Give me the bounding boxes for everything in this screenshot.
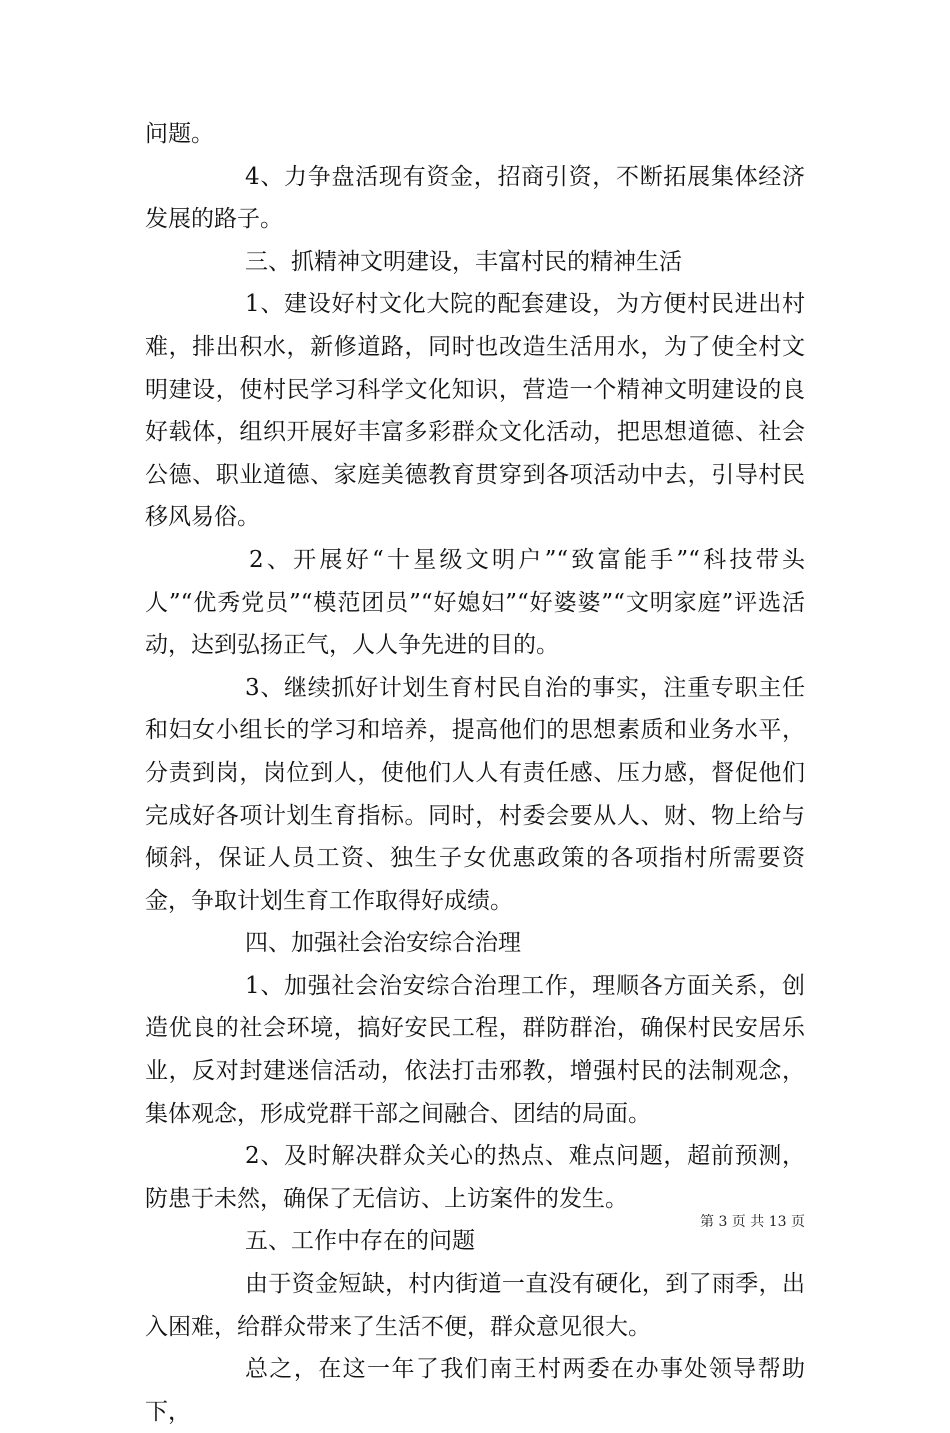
document-body (145, 113, 805, 1433)
paragraph: 1、建设好村文化大院的配套建设，为方便村民进出村难，排出积水，新修道路，同时也改造生活用水，为了使全村文明建设，使村民学习科学文化知识，营造一个精神文明建设的良好载体，组织开展好丰富多彩群众文化活动，把思想道德、社会公德、职业道德、家庭美德教育贯穿到各项活动中去，引导村民移风易俗。 (145, 291, 805, 531)
paragraph: 3、继续抓好计划生育村民自治的事实，注重专职主任和妇女小组长的学习和培养，提高他们的思想素质和业务水平，分责到岗，岗位到人，使他们人人有责任感、压力感，督促他们完成好各项计划生育指标。同时，村委会要从人、财、物上给与倾斜，保证人员工资、独生子女优惠政策的各项指村所需要资金，争取计划生育工作取得好成绩。 (145, 674, 805, 914)
paragraph: 1、加强社会治安综合治理工作，理顺各方面关系，创造优良的社会环境，搞好安民工程，群防群治，确保村民安居乐业，反对封建迷信活动，依法打击邪教，增强村民的法制观念，集体观念，形成党群干部之间融合、团结的局面。 (145, 972, 805, 1127)
section-heading: 四、加强社会治安综合治理 (245, 930, 521, 957)
paragraph: 2、及时解决群众关心的热点、难点问题，超前预测，防患于未然，确保了无信访、上访案件的发生。 (145, 1143, 805, 1212)
section-heading: 五、工作中存在的问题 (245, 1228, 475, 1255)
paragraph: 总之，在这一年了我们南王村两委在办事处领导帮助下， (145, 1356, 805, 1425)
paragraph: 由于资金短缺，村内街道一直没有硬化，到了雨季，出入困难，给群众带来了生活不便，群众意见很大。 (145, 1271, 805, 1340)
paragraph: 4、力争盘活现有资金，招商引资，不断拓展集体经济发展的路子。 (145, 163, 805, 233)
page-number: 第 3 页 共 13 页 (700, 1214, 805, 1230)
section-heading: 三、抓精神文明建设，丰富村民的精神生活 (245, 248, 682, 275)
paragraph: 问题。 (145, 121, 214, 147)
paragraph: 2、开展好“十星级文明户”“致富能手”“科技带头人”“优秀党员”“模范团员”“好媳妇”“好婆婆”“文明家庭”评选活动，达到弘扬正气，人人争先进的目的。 (145, 546, 805, 659)
